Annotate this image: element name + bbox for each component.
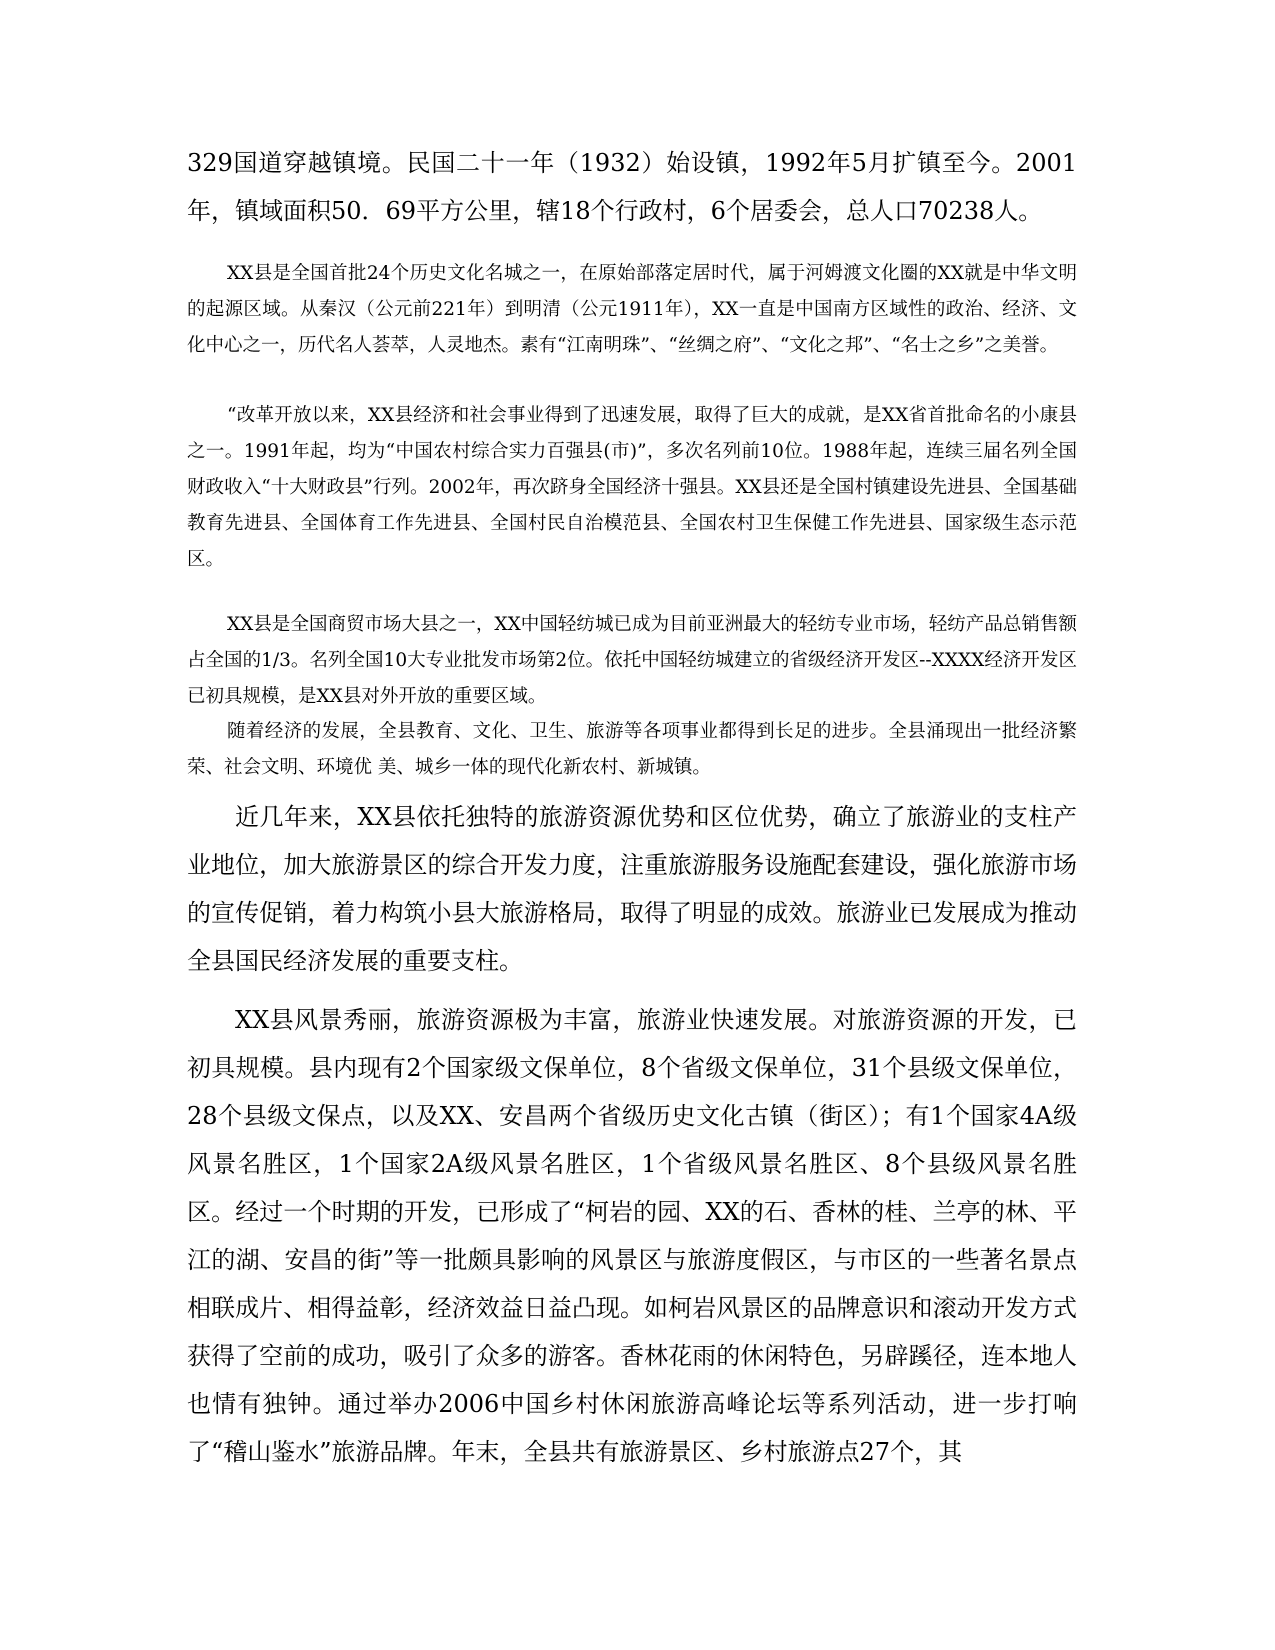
paragraph-tourism-industry: 近几年来，XX县依托独特的旅游资源优势和区位优势，确立了旅游业的支柱产业地位，加大旅游景区的综合开发力度，注重旅游服务设施配套建设，强化旅游市场的宣传促销，着力构筑小县大旅游格局，取得了明显的成效。旅游业已发展成为推动全县国民经济发展的重要支柱。 <box>187 803 1077 975</box>
paragraph-town-overview: 329国道穿越镇境。民国二十一年（1932）始设镇，1992年5月扩镇至今。2001年，镇域面积50．69平方公里，辖18个行政村，6个居委会，总人口70238人。 <box>187 149 1077 225</box>
paragraph-economy: “改革开放以来，XX县经济和社会事业得到了迅速发展，取得了巨大的成就，是XX省首批命名的小康县之一。1991年起，均为“中国农村综合实力百强县(市)”，多次名列前10位。1988年起，连续三届名列全国财政收入“十大财政县”行列。2002年，再次跻身全国经济十强县。XX县还是全国村镇建设先进县、全国基础教育先进县、全国体育工作先进县、全国村民自治模范县、全国农村卫生保健工作先进县、国家级生态示范区。 <box>187 405 1077 570</box>
paragraph-textile-market: XX县是全国商贸市场大县之一，XX中国轻纺城已成为目前亚洲最大的轻纺专业市场，轻纺产品总销售额占全国的1/3。名列全国10大专业批发市场第2位。依托中国轻纺城建立的省级经济开发区--XXXX经济开发区已初具规模，是XX县对外开放的重要区域。 <box>187 614 1077 707</box>
paragraph-history: XX县是全国首批24个历史文化名城之一，在原始部落定居时代，属于河姆渡文化圈的XX就是中华文明的起源区域。从秦汉（公元前221年）到明清（公元1911年），XX一直是中国南方区域性的政治、经济、文化中心之一，历代名人荟萃，人灵地杰。素有“江南明珠”、“丝绸之府”、“文化之邦”、“名士之乡”之美誉。 <box>187 263 1077 356</box>
paragraph-tourism-resources: XX县风景秀丽，旅游资源极为丰富，旅游业快速发展。对旅游资源的开发，已初具规模。县内现有2个国家级文保单位，8个省级文保单位，31个县级文保单位，28个县级文保点，以及XX、安昌两个省级历史文化古镇（街区）；有1个国家4A级风景名胜区，1个国家2A级风景名胜区，1个省级风景名胜区、8个县级风景名胜区。经过一个时期的开发，已形成了“柯岩的园、XX的石、香林的桂、兰亭的林、平江的湖、安昌的街”等一批颇具影响的风景区与旅游度假区，与市区的一些著名景点相联成片、相得益彰，经济效益日益凸现。如柯岩风景区的品牌意识和滚动开发方式获得了空前的成功，吸引了众多的游客。香林花雨的休闲特色，另辟蹊径，连本地人也情有独钟。通过举办2006中国乡村休闲旅游高峰论坛等系列活动，进一步打响了“稽山鉴水”旅游品牌。年末，全县共有旅游景区、乡村旅游点27个，其 <box>187 1006 1077 1466</box>
paragraph-development: 随着经济的发展，全县教育、文化、卫生、旅游等各项事业都得到长足的进步。全县涌现出一批经济繁荣、社会文明、环境优 美、城乡一体的现代化新农村、新城镇。 <box>187 721 1077 778</box>
